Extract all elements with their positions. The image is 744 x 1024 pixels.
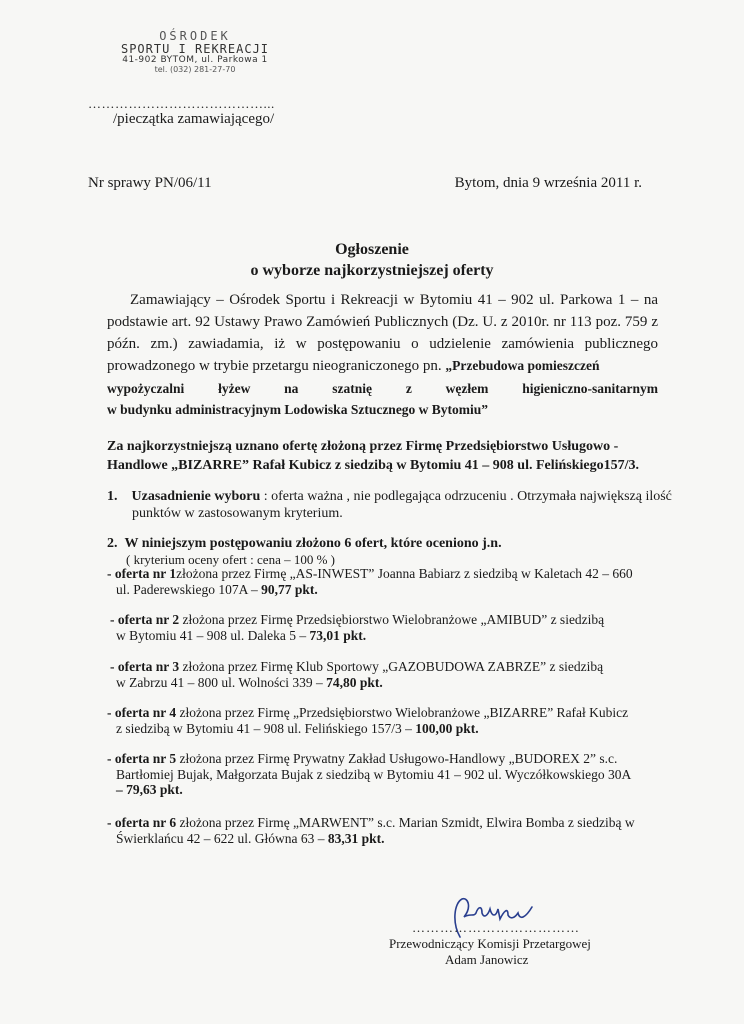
section-heading: W niniejszym postępowaniu złożono 6 ofert, które oceniono j.n. [124, 536, 502, 551]
offer-label: - oferta nr 4 [107, 705, 177, 720]
offer-text: złożona przez Firmę „Przedsiębiorstwo Wielobranżowe „BIZARRE” Rafał Kubicz [176, 705, 629, 720]
stamp-dotted-line: …………………………………... [88, 96, 275, 111]
offer-score: – 79,63 pkt. [116, 782, 183, 797]
offer-text: z siedzibą w Bytomiu 41 – 908 ul. Felińskiego 157/3 – [116, 721, 416, 736]
intro-line [107, 358, 658, 375]
offer-score: 73,01 pkt. [309, 628, 367, 643]
offer-item [110, 612, 604, 628]
case-number: Nr sprawy PN/06/11 [88, 175, 212, 191]
offer-text: złożona przez Firmę „AS-INWEST” Joanna Babiarz z siedzibą w Kaletach 42 – 660 [176, 566, 633, 581]
institution-stamp [100, 30, 290, 75]
offer-score: 90,77 pkt. [261, 582, 318, 597]
document-subtitle: o wyborze najkorzystniejszej oferty [250, 262, 494, 279]
offer-text: złożona przez Firmę Przedsiębiorstwo Wielobranżowe „AMIBUD” z siedzibą [179, 612, 605, 627]
stamp-line: OŚRODEK [159, 29, 231, 43]
offer-text: złożona przez Firmę Prywatny Zakład Usługowo-Handlowy „BUDOREX 2” s.c. [176, 751, 618, 766]
award-line: Handlowe „BIZARRE” Rafał Kubicz z siedzibą w Bytomiu 41 – 908 ul. Felińskiego157/3. [107, 458, 640, 473]
tender-name: „Przebudowa pomieszczeń [445, 358, 600, 373]
offer-label: - oferta nr 6 [107, 815, 177, 830]
offer-item-cont: Bartłomiej Bujak, Małgorzata Bujak z siedzibą w Bytomiu 41 – 902 ul. Wyczółkowskiego 30A [116, 767, 632, 782]
offer-text: w Bytomiu 41 – 908 ul. Daleka 5 – [116, 628, 310, 643]
stamp-line: tel. (032) 281-27-70 [154, 65, 236, 75]
offer-score: 74,80 pkt. [326, 675, 383, 690]
offer-text: ul. Paderewskiego 107A – [116, 582, 262, 597]
stamp-line: SPORTU I REKREACJI [120, 42, 270, 57]
intro-line: późn. zm.) zawiadamia, iż w postępowaniu o udzielenie zamówienia publicznego [107, 336, 658, 352]
offer-text: w Zabrzu 41 – 800 ul. Wolności 339 – [116, 675, 327, 690]
section-number: 1. [107, 489, 118, 504]
offer-item [110, 659, 603, 675]
section-text: : oferta ważna , nie podlegająca odrzuceniu . Otrzymała największą ilość [260, 489, 672, 504]
signature-dotted-line: ……………………………… [412, 920, 580, 935]
tender-name-line: w budynku administracyjnym Lodowiska Sztucznego w Bytomiu” [107, 402, 489, 417]
signatory-role: Przewodniczący Komisji Przetargowej [389, 936, 591, 951]
offer-item [107, 566, 633, 582]
offer-item-cont [116, 582, 318, 598]
place-and-date: Bytom, dnia 9 września 2011 r. [454, 175, 642, 191]
offer-label: - oferta nr 3 [110, 659, 180, 674]
justification-section [107, 489, 672, 505]
award-line: Za najkorzystniejszą uznano ofertę złożoną przez Firmę Przedsiębiorstwo Usługowo - [107, 439, 619, 454]
stamp-line: 41-902 BYTOM, ul. Parkowa 1 [122, 55, 268, 66]
offer-item-cont [116, 721, 479, 737]
offer-item [107, 705, 628, 721]
offer-text: Świerklańcu 42 – 622 ul. Główna 63 – [116, 831, 328, 846]
offer-label: - oferta nr 2 [110, 612, 180, 627]
intro-line: Zamawiający – Ośrodek Sportu i Rekreacji w Bytomiu 41 – 902 ul. Parkowa 1 – na [130, 292, 658, 308]
offer-text: złożona przez Firmę „MARWENT” s.c. Marian Szmidt, Elwira Bomba z siedzibą w [176, 815, 635, 830]
offer-score: 83,31 pkt. [327, 831, 385, 846]
offer-label: - oferta nr 1 [107, 566, 177, 581]
offer-item-cont [116, 675, 383, 691]
intro-text: prowadzonego w trybie przetargu nieograniczonego pn. [107, 358, 446, 374]
offers-section [107, 536, 502, 552]
stamp-caption: /pieczątka zamawiającego/ [113, 111, 275, 127]
offer-item-cont [116, 628, 366, 644]
section-number: 2. [107, 536, 118, 551]
offer-item [107, 815, 635, 831]
section-heading: Uzasadnienie wyboru [131, 489, 261, 504]
offer-label: - oferta nr 5 [107, 751, 177, 766]
criterion-note: ( kryterium oceny ofert : cena – 100 % ) [126, 552, 336, 567]
tender-name-line: wypożyczalni łyżew na szatnię z węzłem higieniczno-sanitarnym [107, 381, 658, 396]
intro-line: podstawie art. 92 Ustawy Prawo Zamówień Publicznych (Dz. U. z 2010r. nr 113 poz. 759 z [107, 314, 658, 330]
document-title: Ogłoszenie [335, 241, 409, 258]
section-text: punktów w zastosowanym kryterium. [132, 506, 343, 521]
offer-text: złożona przez Firmę Klub Sportowy „GAZOBUDOWA ZABRZE” z siedzibą [179, 659, 604, 674]
offer-item [107, 751, 617, 767]
offer-score: 100,00 pkt. [415, 721, 479, 736]
offer-item-cont [116, 831, 385, 847]
signatory-name: Adam Janowicz [445, 952, 529, 967]
